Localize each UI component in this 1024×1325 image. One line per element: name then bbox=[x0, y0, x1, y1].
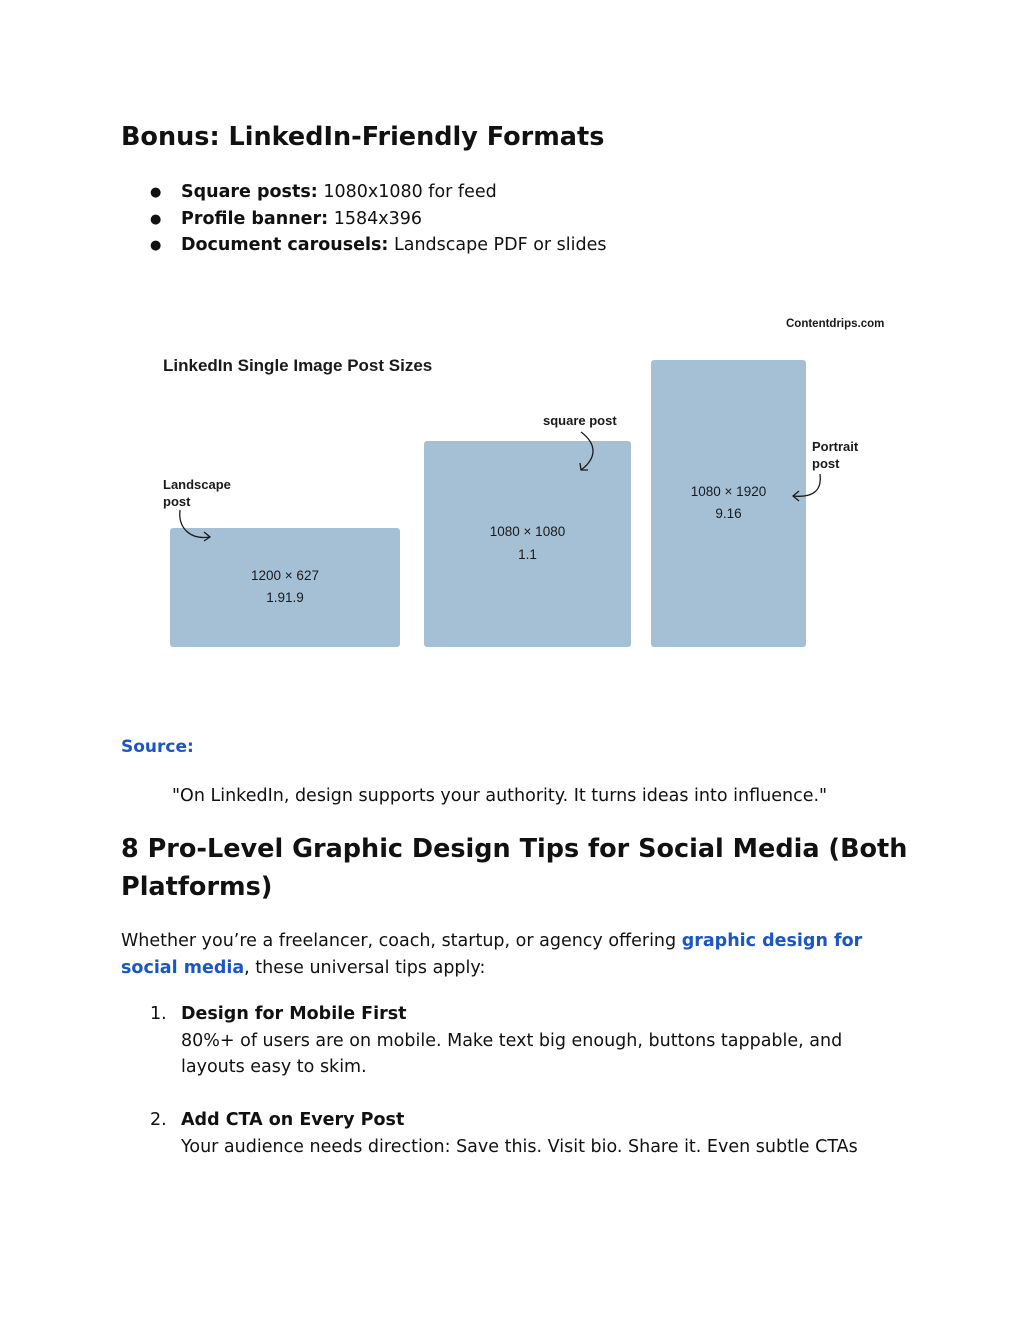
tip-body: Your audience needs direction: Save this. Visit bio. Share it. Even subtle CTAs bbox=[181, 1136, 858, 1157]
tip-title: Add CTA on Every Post bbox=[181, 1110, 405, 1130]
bullet-icon: ● bbox=[150, 211, 162, 227]
portrait-ratio: 9.16 bbox=[715, 506, 742, 521]
list-item-label: Profile banner: bbox=[181, 208, 329, 229]
square-ratio: 1.1 bbox=[518, 547, 537, 562]
portrait-dims: 1080 × 1920 bbox=[690, 484, 767, 499]
figure-title: LinkedIn Single Image Post Sizes bbox=[163, 356, 433, 375]
tip-number: 2. bbox=[150, 1110, 167, 1130]
portrait-note: Portrait post bbox=[812, 439, 859, 471]
curved-arrow-icon bbox=[176, 508, 216, 548]
list-item-text: 1584x396 bbox=[328, 208, 423, 229]
list-item bbox=[150, 232, 607, 259]
list-item-label: Square posts: bbox=[181, 182, 318, 202]
formats-list bbox=[150, 179, 607, 259]
quote: "On LinkedIn, design supports your authority. It turns ideas into influence." bbox=[172, 786, 828, 806]
tip-number: 1. bbox=[150, 1004, 167, 1024]
section-heading-bonus: Bonus: LinkedIn-Friendly Formats bbox=[121, 122, 605, 152]
graphic-design-link[interactable]: graphic design for social media bbox=[121, 931, 863, 978]
source-label: Source: bbox=[121, 737, 194, 757]
bullet-icon: ● bbox=[150, 185, 162, 200]
section-heading-tips: 8 Pro-Level Graphic Design Tips for Social Media (Both Platforms) bbox=[121, 834, 908, 902]
list-item-text: Landscape PDF or slides bbox=[388, 235, 607, 255]
landscape-ratio: 1.91.9 bbox=[266, 590, 304, 605]
list-item bbox=[150, 179, 607, 206]
landscape-dims: 1200 × 627 bbox=[251, 568, 319, 583]
square-box bbox=[424, 441, 631, 647]
portrait-box bbox=[651, 360, 806, 647]
list-item-text: 1080x1080 for feed bbox=[317, 182, 497, 202]
figure-source: Contentdrips.com bbox=[786, 318, 885, 330]
intro-text: Whether you’re a freelancer, coach, startup, or agency offering bbox=[121, 931, 682, 951]
square-note: square post bbox=[543, 413, 617, 428]
tip-body: 80%+ of users are on mobile. Make text big enough, buttons tappable, and layouts easy to skim. bbox=[181, 1030, 843, 1077]
curved-arrow-icon bbox=[790, 472, 826, 506]
intro-paragraph bbox=[121, 928, 891, 981]
curved-arrow-icon bbox=[575, 430, 599, 474]
list-item-label: Document carousels: bbox=[181, 235, 389, 255]
linkedin-sizes-figure bbox=[150, 300, 910, 680]
bullet-icon: ● bbox=[150, 238, 162, 253]
intro-text-end: , these universal tips apply: bbox=[244, 957, 486, 978]
list-item bbox=[150, 206, 607, 233]
landscape-note: Landscape post bbox=[163, 477, 231, 509]
tip-title: Design for Mobile First bbox=[181, 1004, 407, 1024]
square-dims: 1080 × 1080 bbox=[489, 524, 566, 539]
